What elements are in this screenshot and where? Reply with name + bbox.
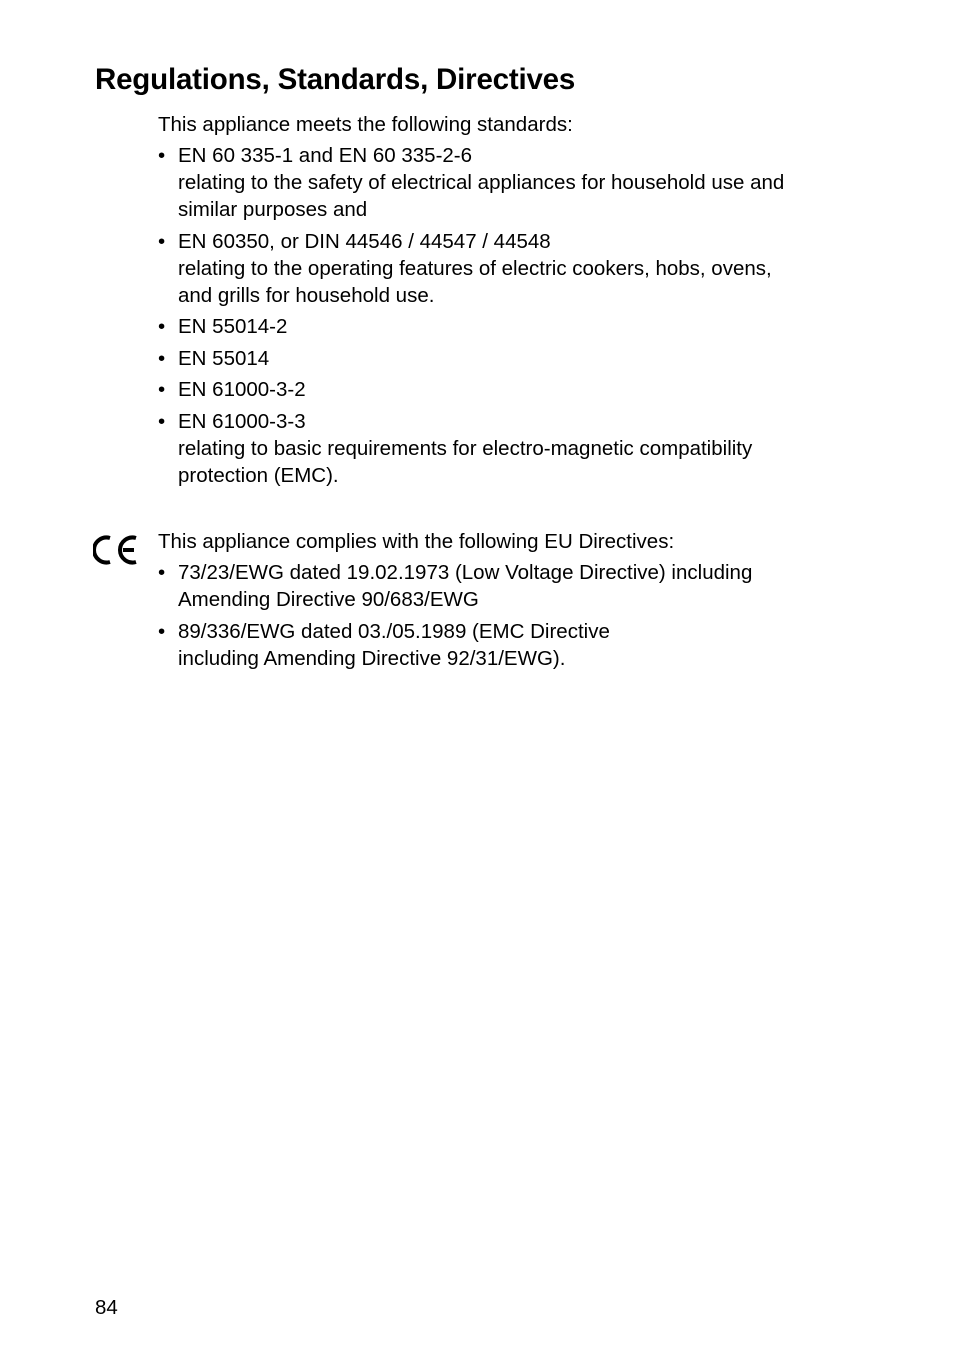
bullet-icon: •	[158, 378, 166, 401]
list-item	[158, 228, 878, 309]
bullet-icon: •	[158, 144, 166, 167]
page-title: Regulations, Standards, Directives	[95, 63, 576, 96]
list-item	[158, 142, 878, 223]
directive-text: including Amending Directive 92/31/EWG).	[178, 646, 566, 670]
standard-code: EN 61000-3-3	[178, 409, 306, 433]
directives-section	[158, 528, 878, 676]
directives-list	[158, 559, 878, 672]
standard-description: and grills for household use.	[178, 283, 435, 307]
standard-description: relating to the operating features of electric cookers, hobs, ovens,	[178, 256, 772, 280]
bullet-icon: •	[158, 619, 166, 643]
list-item	[158, 408, 878, 489]
list-item	[158, 376, 878, 403]
standard-description: protection (EMC).	[178, 463, 339, 487]
bullet-icon: •	[158, 315, 166, 338]
ce-mark-icon	[93, 532, 139, 568]
page-number: 84	[95, 1296, 118, 1319]
bullet-icon: •	[158, 229, 166, 253]
bullet-icon: •	[158, 561, 166, 584]
list-item	[158, 618, 878, 672]
directive-text: 73/23/EWG dated 19.02.1973 (Low Voltage Directive) including	[178, 561, 753, 584]
standard-description: similar purposes and	[178, 198, 368, 221]
standard-description: relating to the safety of electrical appliances for household use and	[178, 171, 785, 194]
directives-intro: This appliance complies with the following EU Directives:	[158, 530, 675, 553]
list-item	[158, 345, 878, 372]
bullet-icon: •	[158, 409, 166, 433]
list-item	[158, 313, 878, 340]
standard-code: EN 61000-3-2	[178, 378, 306, 401]
standard-description: relating to basic requirements for electro-magnetic compatibility	[178, 436, 753, 460]
list-item	[158, 559, 878, 613]
standards-intro: This appliance meets the following standards:	[158, 113, 573, 136]
standard-code: EN 55014-2	[178, 315, 288, 338]
standards-list	[158, 142, 878, 489]
standard-code: EN 55014	[178, 346, 270, 370]
bullet-icon: •	[158, 346, 166, 370]
directive-text: Amending Directive 90/683/EWG	[178, 588, 479, 611]
standard-code: EN 60 335-1 and EN 60 335-2-6	[178, 144, 473, 167]
standard-code: EN 60350, or DIN 44546 / 44547 / 44548	[178, 229, 551, 253]
standards-section	[158, 111, 878, 493]
directive-text: 89/336/EWG dated 03./05.1989 (EMC Directive	[178, 619, 610, 643]
